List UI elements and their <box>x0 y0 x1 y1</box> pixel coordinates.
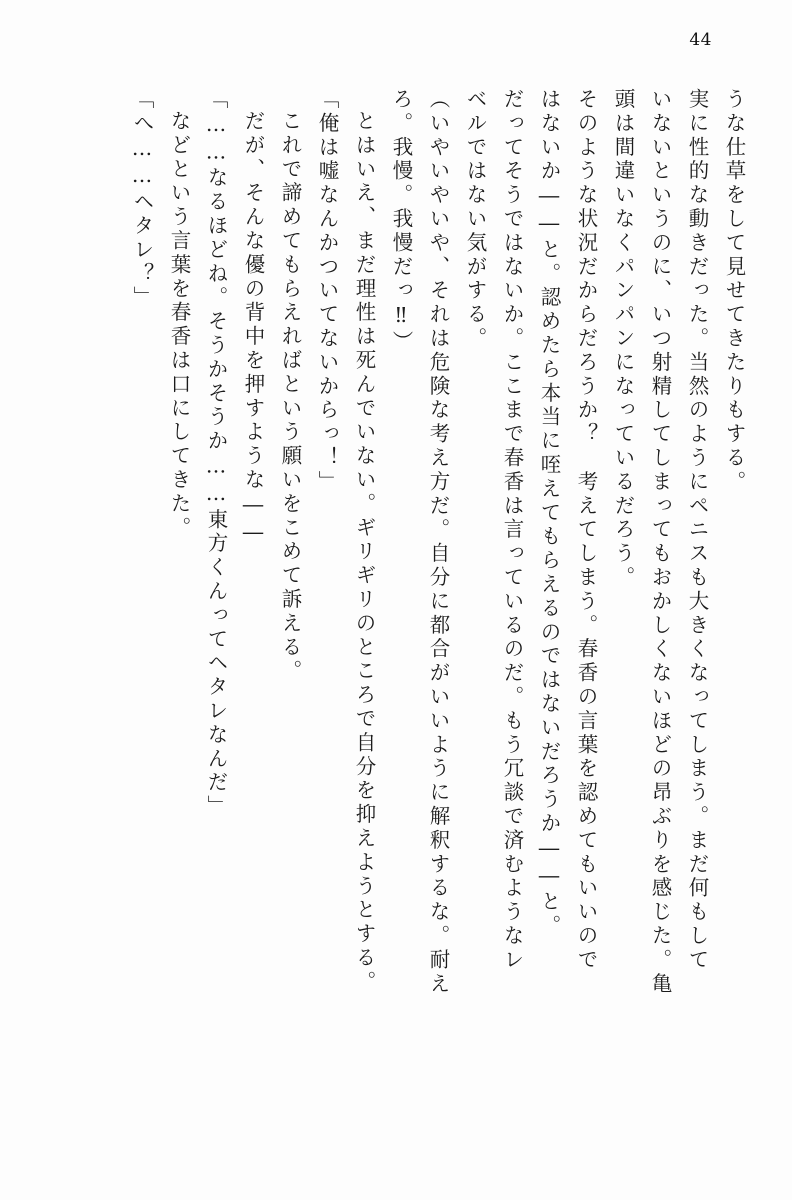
text-line: 頭は間違いなくパンパンになっているだろう。 <box>611 88 635 590</box>
text-line: ろ。我慢。我慢だっ‼） <box>389 88 413 355</box>
text-line: 「俺は嘘なんかついてないからっ！」 <box>315 88 339 495</box>
text-line: などという言葉を春香は口にしてきた。 <box>167 110 191 541</box>
text-line: これで諦めてもらえればという願いをこめて訴える。 <box>278 110 302 684</box>
text-line: 「へ……ヘタレ？」 <box>130 88 154 311</box>
page-number: 44 <box>689 30 712 50</box>
text-line: だが、そんな優の背中を押すような―― <box>241 110 265 548</box>
text-line: 「……なるほどね。そうかそうか……東方くんってヘタレなんだ」 <box>204 88 228 819</box>
vertical-text-block <box>48 88 744 1138</box>
text-line: そのような状況だからだろうか？ 考えてしまう。春香の言葉を認めてもいいので <box>574 88 598 973</box>
text-line: いないというのに、いつ射精してしまってもおかしくないほどの昂ぶりを感じた。亀 <box>648 88 672 997</box>
text-line: とはいえ、まだ理性は死んでいない。ギリギリのところで自分を抑えようとする。 <box>352 110 376 995</box>
text-line: （いやいやいや、それは危険な考え方だ。自分に都合がいいように解釈するな。耐え <box>426 88 450 997</box>
text-line: だってそうではないか。ここまで春香は言っているのだ。もう冗談で済むようなレ <box>500 88 524 973</box>
text-line: 実に性的な動きだった。当然のようにペニスも大きくなってしまう。まだ何もして <box>685 88 709 973</box>
text-line: ベルではない気がする。 <box>463 88 487 351</box>
text-line: はないか――と。認めたら本当に咥えてもらえるのではないだろうか――と。 <box>537 88 561 939</box>
text-line: うな仕草をして見せてきたりもする。 <box>722 88 746 495</box>
